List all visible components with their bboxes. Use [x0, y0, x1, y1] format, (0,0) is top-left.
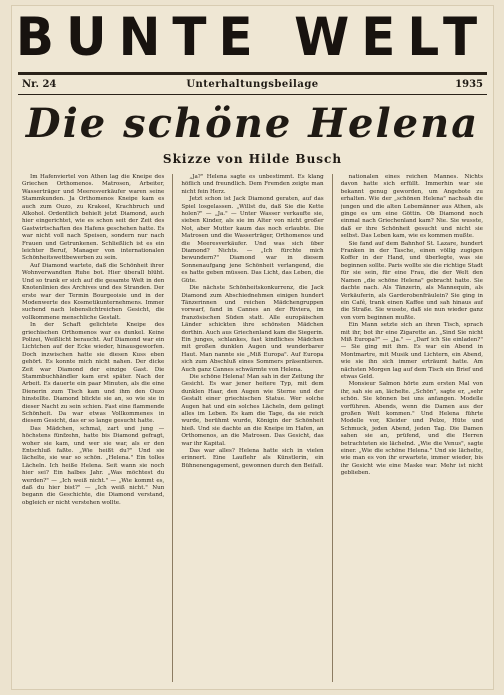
supplement-label: Unterhaltungsbeilage [186, 79, 319, 90]
issue-number: Nr. 24 [22, 79, 57, 90]
story-title: Die schöne Helena [25, 100, 480, 147]
paragraph: Auf Diamond wartete, daß die Schönheit ihrer Wohnverwandten Ruhe bot. Hier überall blüht. Und so trank er sich auf die gesamte Welt in den Knotenlinien des Archives und des Stranden. Der erste war der Termin Bourgeoisie und in der Modenwerte des Kosmetikunternehmens. Immer suchend nach lebenslichtreichen Gesicht, die vollkommene menschliche Gestalt. [22, 262, 165, 321]
article-columns [22, 174, 483, 682]
story-byline: Skizze von Hilde Busch [162, 152, 343, 166]
issue-bar [22, 78, 483, 92]
column-1 [22, 174, 164, 682]
column-3 [341, 174, 483, 682]
paragraph: Monsieur Salmon hörte zum ersten Mal von ihr, sah sie an, lächelte. „Schön", sagte er, „sehr schön. Sie können bei uns anfangen. Modelle vorführen. Abends, wenn die Damen aus der großen Welt kommen." Und Helena führte Modelle vor, Kleider und Pelze, Hüte und Schmuck, jeden Abend, jeden Tag. Die Damen sahen sie an, prüfend, und die Herren betrachteten sie lächelnd. „Wie die Venus", sagte einer. „Wie die schöne Helena." Und sie lächelte, wie man es von ihr erwartete, immer wieder, bis ihr Gesicht wie eine Maske war. Mehr ist nicht geblieben. [340, 381, 483, 477]
paragraph: Die schöne Helena! Man sah in der Zeitung ihr Gesicht. Es war jener heitere Typ, mit dem dunklen Haar, den Augen wie Sterne und der Gestalt einer griechischen Statue. Wer solche Augen hat und ein solches Lächeln, dem gelingt alles im Leben. Es kam die Tage, da sie reich wurde, berühmt wurde, Königin der Schönheit hieß. Und sie dachte an die Kneipe im Hafen, an Orthomenos, an die Matrosen. Das Gesicht, das war ihr Kapital. [181, 373, 324, 447]
paragraph: „Ja?" Helena sagte es unbestimmt. Es klang höflich und freundlich. Dem Fremden zeigte man nicht fein Herz. [181, 174, 324, 195]
masthead-rule-bottom [18, 94, 487, 95]
newspaper-page [12, 6, 493, 689]
masthead-rule-top [18, 72, 487, 75]
paragraph: In der Schaft gelichtete Kneipe des griechischen Orthomenos war es dunkel. Keine Polizei, Weißlicht beraucht. Auf Diamond war ein Lichtchen auf der Ecke wieder, hinausgeworfen. Doch inzwischen hatte sie diesen Kuss eben gehört. Es konnte mich nicht nahen. Der dicke Zeit war Diamond der einzige Gast. Die Stammbuchhändler kam erst später. Nach der Arbeit. Es dauerte ein paar Minuten, als die eine Dienerin zum Tisch kam und ihm den Ouzo hinstellte. Diamond blickte sie an, so wie sie in dieser Nacht zu sein schien. Fast eine flammende Schönheit. Da war etwas Vollkommenes in diesem Gesicht, das er so lange gesucht hatte. [22, 322, 165, 425]
paragraph: Sie fand auf dem Bahnhof St. Lazare, hundert Franken in der Tasche, einen völlig zugigen Koffer in der Hand, und überlegte, was sie beginnen sollte. Paris wollte sie die richtige Stadt für sie sein, für eine Frau, die der Welt den Namen „die schöne Helena" gebracht hatte. Sie dachte nach. Als Tänzerin, als Mannequin, als Verkäuferin, als Garderobenfräulein? Sie ging in ein Café, trank einen Kaffee und sah hinaus auf die Straße. Sie wusste, daß sie nun wieder ganz von vorn beginnen mußte. [340, 240, 483, 321]
column-2 [181, 174, 323, 682]
masthead [12, 8, 493, 72]
issue-year: 1935 [455, 79, 483, 90]
paragraph: Ein Mann setzte sich an ihren Tisch, sprach mit ihr, bot ihr eine Zigarette an. „Sind Sie nicht Miß Europa?" — „Ja." — „Darf ich Sie einladen?" — Sie ging mit ihm. Es war ein Abend in Montmartre, mit Musik und Lichtern, ein Abend, wie sie ihn sich immer erträumt hatte. Am nächsten Morgen lag auf dem Tisch ein Brief und etwas Geld. [340, 322, 483, 380]
paragraph: Jetzt schon ist Jack Diamond geraten, auf das Spiel losgelassen. „Willst du, daß Sie die Kette holen?" — „Ja." — Unter Wasser verkaufte sie, sieben Kinder, als sie im Alter von nicht großer Not, aber Mutter kaum das noch erlaubte. Die Matrosen und die Wasserträger, Orthomenos und die Meeresverkäufer. Und was sich über Diamond? Nichts. — „Ich fürchte mich bewundern?" Diamond war in diesem Sonnenaufgang jene Schönheit verlangend, die es hatte geben müssen. Das Licht, das Leben, die Güte. [181, 196, 324, 284]
paragraph: Die nächste Schönheitskonkurrenz, die Jack Diamond zum Abschiednehmen einigen hundert Tänzerinnen und reichen Mädchengruppen vorwarf, fand in Cannes an der Riviera, im französischen Süden statt. Alle europäischen Länder schickten ihre schönsten Mädchen dorthin. Auch aus Griechenland kam die Siegerin. Ein junges, schlankes, fast kindliches Mädchen mit großen dunklen Augen und wunderbarer Haut. Man nannte sie „Miß Europa". Auf Europa sich zum Abschluß eines Sommers präsentieren. Auch ganz Cannes schwärmte von Helena. [181, 285, 324, 373]
paragraph: nationalen eines reichen Mannes. Nichts davon hatte sich erfüllt. Immerhin war sie bekannt genug geworden, um Angebote zu erhalten. Wie der „schönen Helena" nachsah die jungen und die alten Lebemänner aus Athen, als ginge es um eine Göttin. Ob Diamond noch einmal nach Griechenland kam? Nie. Sie wusste, daß er ihre Schönheit gesucht und nicht sie selbst. Das Leben kam, wie es kommen mußte. [340, 174, 483, 240]
column-divider [332, 174, 333, 682]
paragraph: Das war alles? Helena hatte sich in vielen erinnert. Eine Lauflehr als Künstlerin, ein Bühnenengagement, gewonnen durch den Beifall. [181, 448, 324, 469]
paragraph: Im Hafenviertel von Athen lag die Kneipe des Griechen Orthomenos. Matrosen, Arbeiter, Wasserträger und Meeresverkäufer waren seine Stammkunden. Ja Orthomenos Kneipe kam es auch zum Ouzo, zu Krakeel, Krachbruch und Alkohol. Ordentlich behielt jetzt Diamond, auch hier eingerichtet, wie es schon seit der Zeit des Gastwirtschaften des Hafens geschehen hatte. Es war nicht voll nach Speisen, sondern nur nach Frauen und Getrunkenen. Schließlich ist es ein leichter Beruf, Manager von internationalen Schönheitswettbewerben zu sein. [22, 174, 165, 262]
masthead-title: BUNTE WELT [15, 6, 490, 68]
paragraph: Das Mädchen, schmal, zart und jung — höchstens fünfzehn, hatte bis Diamond gefragt, woher sie kam, und wer sie war, als er den Entschluß faßte. „Wie heißt du?" Und sie lächelte, sie war so schön. „Helena." Ein tolles Lächeln. Ich heiße Helena. Seit wann sie noch hier sei? Ein halbes Jahr. „Was möchtest du werden?" — „Ich weiß nicht." — „Wie kommt es, daß du hier bist?" — „Ich weiß nicht." Nun begann die Geschichte, die Diamond verstand, obgleich er nicht verstehen wollte. [22, 425, 165, 506]
column-divider [172, 174, 173, 682]
